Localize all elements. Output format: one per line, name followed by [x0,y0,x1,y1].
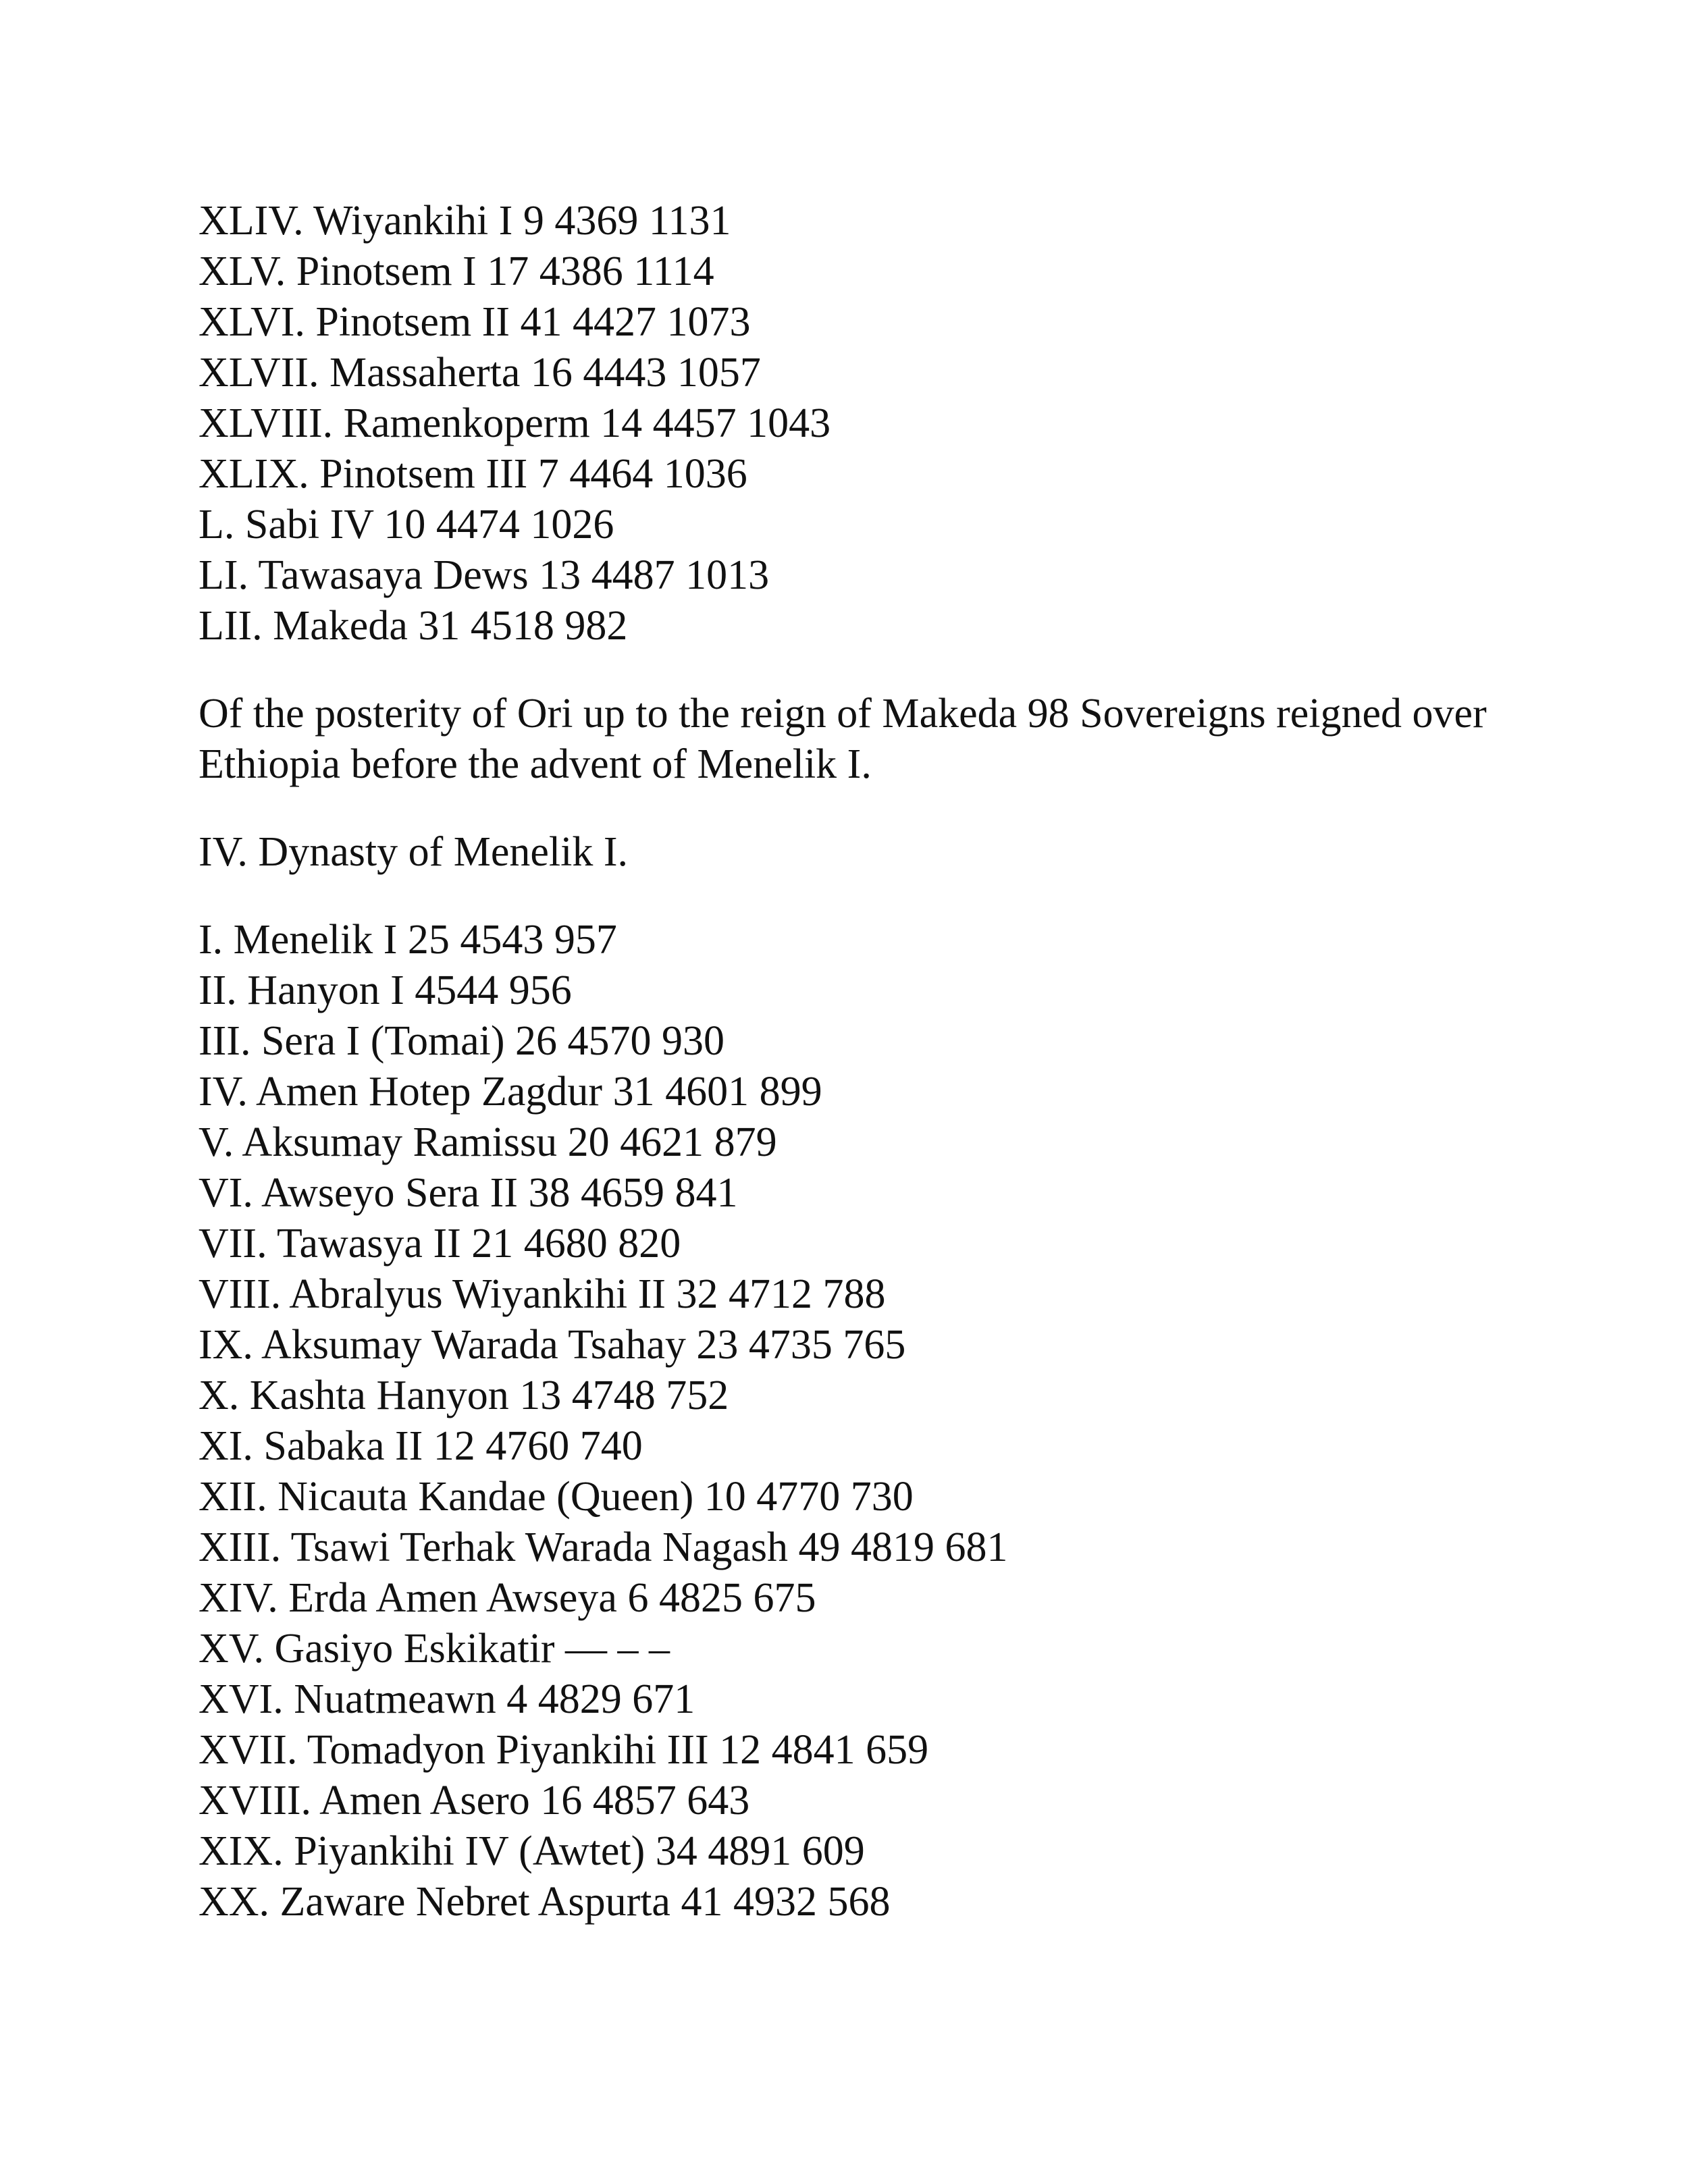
list-item: XI. Sabaka II 12 4760 740 [199,1423,643,1469]
list-item: III. Sera I (Tomai) 26 4570 930 [199,1018,725,1064]
list-item: VII. Tawasya II 21 4680 820 [199,1221,681,1267]
list-item: XVII. Tomadyon Piyankihi III 12 4841 659 [199,1727,929,1773]
list-item: VIII. Abralyus Wiyankihi II 32 4712 788 [199,1271,886,1317]
summary-paragraph: Of the posterity of Ori up to the reign of Makeda 98 Sovereigns reigned over Ethiopia before the advent of Menelik I. [199,691,1487,787]
list-item: XV. Gasiyo Eskikatir — – – [199,1626,670,1672]
list-item: XX. Zaware Nebret Aspurta 41 4932 568 [199,1879,891,1925]
sovereign-list-continued [199,196,1522,651]
list-item: L. Sabi IV 10 4474 1026 [199,502,614,548]
list-item: LII. Makeda 31 4518 982 [199,603,628,649]
list-item: II. Hanyon I 4544 956 [199,967,572,1013]
list-item: XLV. Pinotsem I 17 4386 1114 [199,248,714,294]
list-item: V. Aksumay Ramissu 20 4621 879 [199,1119,777,1165]
list-item: XIX. Piyankihi IV (Awtet) 34 4891 609 [199,1828,865,1874]
list-item: LI. Tawasaya Dews 13 4487 1013 [199,552,770,598]
list-item: XVI. Nuatmeawn 4 4829 671 [199,1676,695,1722]
list-item: XLIX. Pinotsem III 7 4464 1036 [199,451,747,497]
list-item: I. Menelik I 25 4543 957 [199,917,617,963]
list-item: XIII. Tsawi Terhak Warada Nagash 49 4819 681 [199,1524,1008,1570]
list-item: VI. Awseyo Sera II 38 4659 841 [199,1170,738,1216]
list-item: XLIV. Wiyankihi I 9 4369 1131 [199,198,731,244]
list-item: IX. Aksumay Warada Tsahay 23 4735 765 [199,1322,906,1368]
list-item: XIV. Erda Amen Awseya 6 4825 675 [199,1575,816,1621]
list-item: XLVII. Massaherta 16 4443 1057 [199,350,761,396]
list-item: IV. Amen Hotep Zagdur 31 4601 899 [199,1069,822,1115]
document-page [199,196,1522,1927]
list-item: XLVIII. Ramenkoperm 14 4457 1043 [199,400,831,446]
menelik-dynasty-list [199,915,1522,1927]
list-item: X. Kashta Hanyon 13 4748 752 [199,1373,729,1418]
list-item: XVIII. Amen Asero 16 4857 643 [199,1778,750,1823]
section-heading: IV. Dynasty of Menelik I. [199,829,628,875]
list-item: XII. Nicauta Kandae (Queen) 10 4770 730 [199,1474,914,1520]
list-item: XLVI. Pinotsem II 41 4427 1073 [199,299,751,345]
